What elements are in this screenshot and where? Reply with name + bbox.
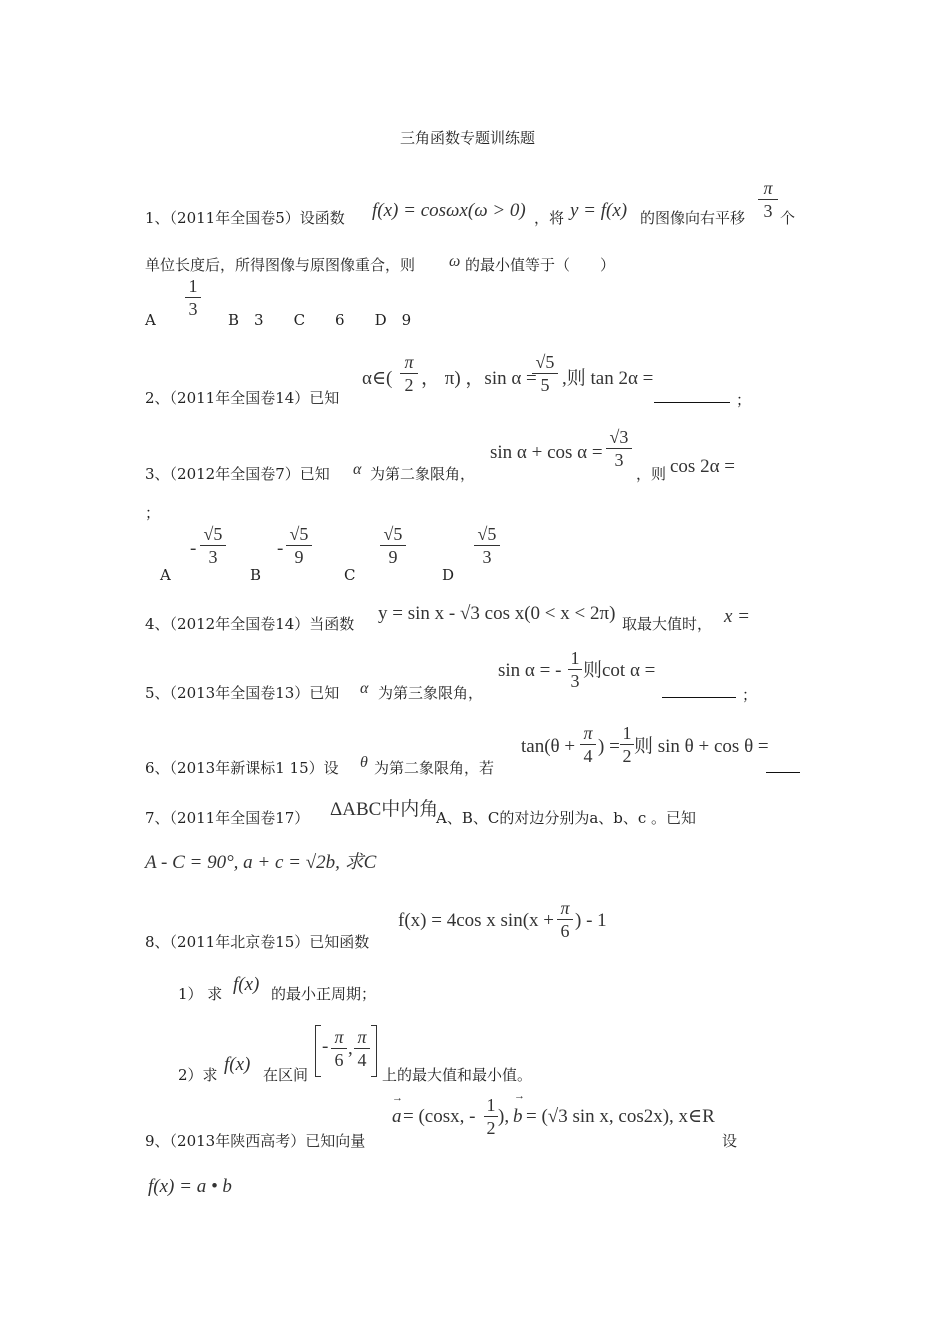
q1-text-shift: 的图像向右平移: [640, 209, 746, 227]
q3-option-c-fraction: √5 9: [380, 524, 406, 567]
q2-formula-a: α∈(: [362, 368, 393, 389]
q8-sub1-f: f(x): [233, 974, 260, 995]
q8-fraction: π 6: [557, 898, 573, 941]
q4-formula: y = sin x - √3 cos x(0 < x < 2π): [378, 603, 616, 624]
q4-formula-x: x =: [724, 606, 751, 627]
q1-option-a-fraction: 1 3: [185, 276, 201, 319]
q8-sub2-text: 在区间: [263, 1066, 309, 1084]
q5-end: ；: [742, 686, 758, 704]
q1-options-rest: B 3 C 6 D 9: [228, 311, 412, 329]
q7-formula: ΔABC中内角: [330, 799, 439, 820]
q8-sub2-f: f(x): [224, 1054, 251, 1075]
q8-sub1-label: 1） 求: [178, 985, 223, 1003]
q3-fraction: √3 3: [606, 427, 632, 470]
q5-formula-a: sin α = -: [498, 660, 562, 681]
q5-fraction: 1 3: [568, 648, 582, 691]
q2-fraction-2: √5 5: [532, 352, 558, 395]
q9-line2: f(x) = a • b: [148, 1176, 232, 1197]
q3-then: ，则: [636, 465, 667, 483]
q6-label: 6、（2013年新课标1 15）设: [145, 759, 339, 777]
q5-answer-blank[interactable]: [662, 697, 736, 698]
q2-end: ；: [736, 391, 752, 409]
q1-fraction: π 3: [758, 178, 778, 221]
q6-text: 为第二象限角，若: [374, 759, 495, 777]
q3-option-d-fraction: √5 3: [474, 524, 500, 567]
q2-formula-c: ,则 tan 2α =: [562, 368, 654, 389]
q2-fraction-1: π 2: [400, 352, 418, 395]
q6-theta: θ: [360, 754, 368, 771]
q2-answer-blank[interactable]: [654, 402, 730, 403]
q8-interval-left-bracket: [315, 1025, 321, 1077]
q6-fraction-1: π 4: [580, 723, 596, 766]
q6-formula-a: tan(θ +: [521, 736, 576, 757]
q1-omega: ω: [449, 253, 461, 270]
q7-formula-2: A - C = 90°, a + c = √2b, 求C: [145, 852, 377, 873]
q5-text: 为第三象限角，: [378, 684, 484, 702]
q9-vector-b: b: [513, 1106, 523, 1127]
q3-option-a-sign: -: [190, 538, 197, 559]
q3-semicolon: ；: [145, 504, 161, 522]
q3-formula: sin α + cos α =: [490, 442, 603, 463]
q3-option-c-label: C: [344, 566, 356, 584]
q8-formula-a: f(x) = 4cos x sin(x +: [398, 910, 554, 931]
q8-sub1-text: 的最小正周期；: [271, 985, 377, 1003]
q7-text: A、B、C的对边分别为a、b、c 。已知: [436, 809, 697, 827]
q1-text-end: 个: [780, 209, 796, 227]
q1-formula-f: f(x) = cosωx(ω > 0): [372, 200, 526, 221]
q3-option-d-label: D: [442, 566, 455, 584]
q8-interval-right-bracket: [371, 1025, 377, 1077]
q9-vector-a: a: [392, 1106, 402, 1127]
q7-label: 7、（2011年全国卷17）: [145, 809, 310, 827]
q9-formula-b: ),: [498, 1106, 510, 1127]
q8-sub2-label: 2）求: [178, 1066, 218, 1084]
q9-label: 9、（2013年陕西高考）已知向量: [145, 1132, 366, 1150]
q9-vector-b-arrow: →: [514, 1090, 525, 1102]
q8-interval-sign: -: [322, 1036, 329, 1057]
q8-label: 8、（2011年北京卷15）已知函数: [145, 933, 370, 951]
q3-option-a-fraction: √5 3: [200, 524, 226, 567]
q9-end: 设: [722, 1132, 738, 1150]
q9-fraction: 1 2: [484, 1095, 498, 1138]
q1-option-a-label: A: [145, 311, 156, 329]
q2-formula-b: ， π) ，sin α =: [421, 368, 537, 389]
q2-label: 2、（2011年全国卷14）已知: [145, 389, 340, 407]
q3-formula-2: cos 2α =: [670, 456, 735, 477]
q6-formula-b: ) =: [598, 736, 620, 757]
q9-formula-a: = (cosx, -: [403, 1106, 476, 1127]
q9-vector-a-arrow: →: [392, 1092, 403, 1104]
q3-option-b-fraction: √5 9: [286, 524, 312, 567]
q8-interval-comma: ,: [348, 1038, 353, 1059]
q5-alpha: α: [360, 680, 369, 697]
q3-text: 为第二象限角，: [370, 465, 476, 483]
q6-formula-c: 则 sin θ + cos θ =: [634, 736, 769, 757]
q6-fraction-2: 1 2: [620, 723, 634, 766]
q4-label: 4、（2012年全国卷14）当函数: [145, 615, 355, 633]
q4-text: 取最大值时，: [622, 615, 713, 633]
q3-option-b-label: B: [250, 566, 262, 584]
q9-formula-c: = (√3 sin x, cos2x), x∈R: [526, 1106, 715, 1127]
q3-option-a-label: A: [160, 566, 171, 584]
q3-option-b-sign: -: [277, 538, 284, 559]
q1-label: 1、（2011年全国卷5）设函数: [145, 209, 345, 227]
q6-answer-blank[interactable]: [766, 772, 800, 773]
q1-text-mid: ，将: [534, 209, 565, 227]
page-title: 三角函数专题训练题: [400, 129, 536, 147]
q3-label: 3、（2012年全国卷7）已知: [145, 465, 330, 483]
q1-formula-y: y = f(x): [570, 200, 628, 221]
q8-interval-fraction-2: π 4: [354, 1027, 370, 1070]
q1-line2b: 的最小值等于（ ）: [465, 256, 616, 274]
q1-line2a: 单位长度后，所得图像与原图像重合，则: [145, 256, 416, 274]
q8-sub2-end: 上的最大值和最小值。: [382, 1066, 533, 1084]
q5-formula-b: 则cot α =: [583, 660, 656, 681]
q5-label: 5、（2013年全国卷13）已知: [145, 684, 340, 702]
q8-interval-fraction-1: π 6: [331, 1027, 347, 1070]
q8-formula-b: ) - 1: [575, 910, 607, 931]
q3-alpha: α: [353, 461, 362, 478]
